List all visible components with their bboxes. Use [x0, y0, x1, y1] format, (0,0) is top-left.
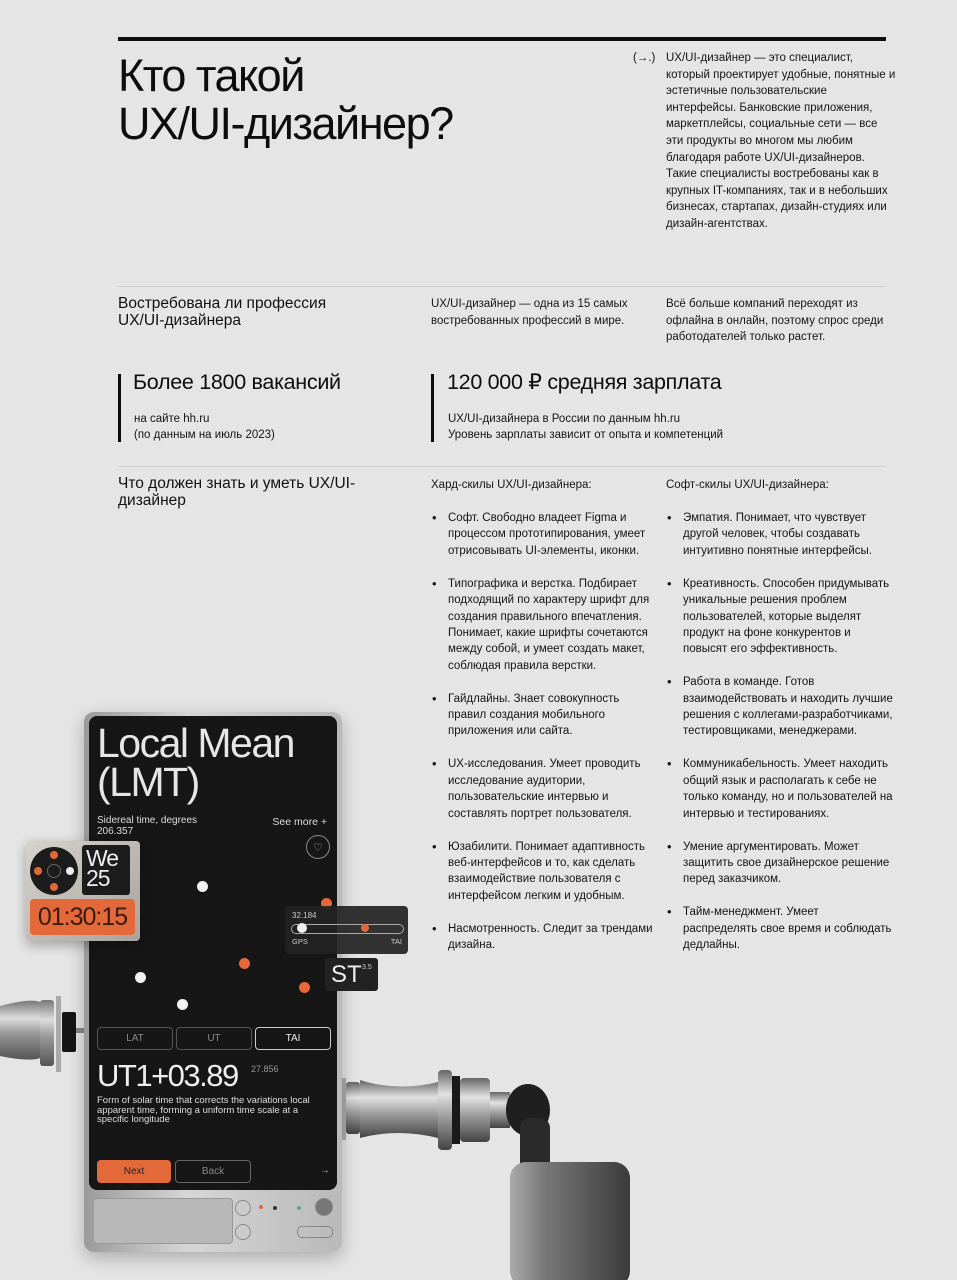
time-scale-tabs [97, 1027, 331, 1050]
slider-thumb[interactable] [297, 923, 307, 933]
arrow-marker-icon: (→.) [633, 52, 656, 64]
robot-arm-right-illustration [338, 1058, 638, 1280]
back-button[interactable]: Back [175, 1160, 251, 1183]
demand-fact-1: UX/UI-дизайнер — одна из 15 самых востребованных профессий в мире. [431, 298, 628, 327]
day-number: 25 [86, 865, 110, 891]
list-item: • Работа в команде. Готов взаимодействовать и находить лучшие решения с коллегами-разработчиками, тестировщиками, менеджерами. [667, 674, 893, 740]
day-abbr: We [86, 845, 119, 871]
skills-heading: Что должен знать и уметь UX/UI-дизайнер [118, 475, 356, 509]
list-item: • Креативность. Способен придумывать уникальные решения проблем пользователей, которые выделят продукт на фоне конкурентов и повысят его эффективность. [667, 576, 893, 658]
list-item: • Умение аргументировать. Может защитить свое дизайнерское решение перед заказчиком. [667, 839, 893, 888]
led-indicator [297, 1206, 301, 1210]
title-line-2: UX/UI-дизайнер? [118, 98, 453, 149]
slider-label-gps: GPS [292, 937, 308, 946]
st-superscript: 3.5 [362, 964, 372, 971]
list-item: • Юзабилити. Понимает адаптивность веб-интерфейсов и то, как сделать взаимодействие пользователя с интерфейсом легким и удобным. [432, 839, 660, 905]
arrow-right-icon[interactable]: → [320, 1165, 330, 1176]
soft-skills-list [667, 510, 893, 970]
gps-tai-slider-widget [285, 906, 408, 954]
stat-vacancies: Более 1800 вакансий [133, 370, 341, 394]
list-item: • Эмпатия. Понимает, что чувствует другой человек, чтобы создавать интуитивно понятные интерфейсы. [667, 510, 893, 559]
list-item: • UX-исследования. Умеет проводить исследование аудитории, пользовательские интервью и составлять портрет пользователя. [432, 756, 660, 822]
see-more-link[interactable]: See more + [272, 816, 327, 828]
button-icon [315, 1198, 333, 1216]
sidereal-value: 206.357 [97, 826, 134, 837]
ut-description: Form of solar time that corrects the variations local apparent time, forming a uniform time scale at a specific longitude [97, 1095, 310, 1125]
tab-lat[interactable]: LAT [97, 1027, 173, 1050]
chart-dot [197, 881, 208, 892]
chart-dot [177, 999, 188, 1010]
chart-dot [135, 972, 146, 983]
day-display [82, 845, 130, 895]
chart-dot [239, 958, 250, 969]
list-item: • Коммуникабельность. Умеет находить общий язык и располагать к себе не только команду, но и пользователей на интервью и тестированиях. [667, 756, 893, 822]
robot-arm-left-illustration [0, 988, 84, 1078]
st-label: ST [331, 961, 362, 988]
hard-skills-list [432, 510, 660, 970]
knob-icon [235, 1224, 251, 1240]
demand-fact-2: Всё больше компаний переходят из офлайна в онлайн, поэтому спрос среди работодателей только растет. [666, 298, 884, 344]
date-time-widget [26, 841, 140, 941]
divider [118, 466, 886, 467]
page-title [118, 52, 453, 148]
tab-ut[interactable]: UT [176, 1027, 252, 1050]
demand-heading: Востребована ли профессия UX/UI-дизайнера [118, 295, 327, 329]
metal-plate [93, 1198, 233, 1244]
stat-vacancies-note-2: (по данным на июль 2023) [134, 429, 275, 441]
stat-salary-note-2: Уровень зарплаты зависит от опыта и компетенций [448, 429, 724, 441]
device-illustration [84, 712, 342, 1252]
slot-icon [297, 1226, 333, 1238]
device-title-line-1: Local Mean [97, 720, 294, 766]
dial-power-icon[interactable] [30, 847, 78, 895]
intro-text: UX/UI-дизайнер — это специалист, который проектирует удобные, понятные и эстетичные пользовательские интерфейсы. Банковские приложения, маркетплейсы, социальные сети — все эти продукты во многом мы любим благодаря работе UX/UI-дизайнеров. Такие специалисты востребованы как в крупных IT-компаниях, так и в небольших бизнесах, стартапах, дизайн-студиях или дизайн-агентствах. [666, 52, 896, 230]
divider [118, 286, 886, 287]
slider-label-tai: TAI [390, 937, 402, 946]
device-title [97, 720, 294, 805]
tab-tai[interactable]: TAI [255, 1027, 331, 1050]
list-item: • Тайм-менеджмент. Умеет распределять свое время и соблюдать дедлайны. [667, 904, 893, 953]
list-item: • Типографика и верстка. Подбирает подходящий по характеру шрифт для создания правильного впечатления. Понимает, какие шрифты сочетаются между собой, и умеет создать макет, соблюдая правила верстки. [432, 576, 660, 674]
sidereal-label: Sidereal time, degrees [97, 815, 198, 826]
top-rule [118, 37, 886, 41]
stat-bar [118, 374, 121, 442]
clock-display: 01:30:15 [30, 899, 135, 935]
ut-value: UT1+03.89 [97, 1058, 238, 1093]
knob-icon [235, 1200, 251, 1216]
slider-marker [361, 924, 369, 932]
stat-salary: 120 000 ₽ средняя зарплата [447, 370, 722, 394]
stat-salary-note-1: UX/UI-дизайнера в России по данным hh.ru [448, 413, 681, 425]
st-badge [325, 958, 378, 991]
slider-value: 32.184 [292, 911, 317, 920]
device-title-line-2: (LMT) [97, 759, 199, 805]
slider-track[interactable] [291, 924, 404, 934]
led-indicator [273, 1206, 277, 1210]
stat-bar [431, 374, 434, 442]
hard-skills-title: Хард-скилы UX/UI-дизайнера: [431, 479, 592, 491]
title-line-1: Кто такой [118, 50, 304, 101]
led-indicator [259, 1205, 263, 1209]
chart-dot [299, 982, 310, 993]
next-button[interactable]: Next [97, 1160, 171, 1183]
stat-vacancies-note-1: на сайте hh.ru [134, 413, 210, 425]
ut-superscript: 27.856 [251, 1064, 279, 1074]
list-item: • Софт. Свободно владеет Figma и процессом прототипирования, умеет отрисовывать UI-элементы, иконки. [432, 510, 660, 559]
list-item: • Гайдлайны. Знает совокупность правил создания мобильного приложения или сайта. [432, 691, 660, 740]
soft-skills-title: Софт-скилы UX/UI-дизайнера: [666, 479, 829, 491]
device-hardware-panel [89, 1194, 337, 1246]
heart-icon[interactable]: ♡ [306, 835, 330, 859]
list-item: • Насмотренность. Следит за трендами дизайна. [432, 921, 660, 954]
